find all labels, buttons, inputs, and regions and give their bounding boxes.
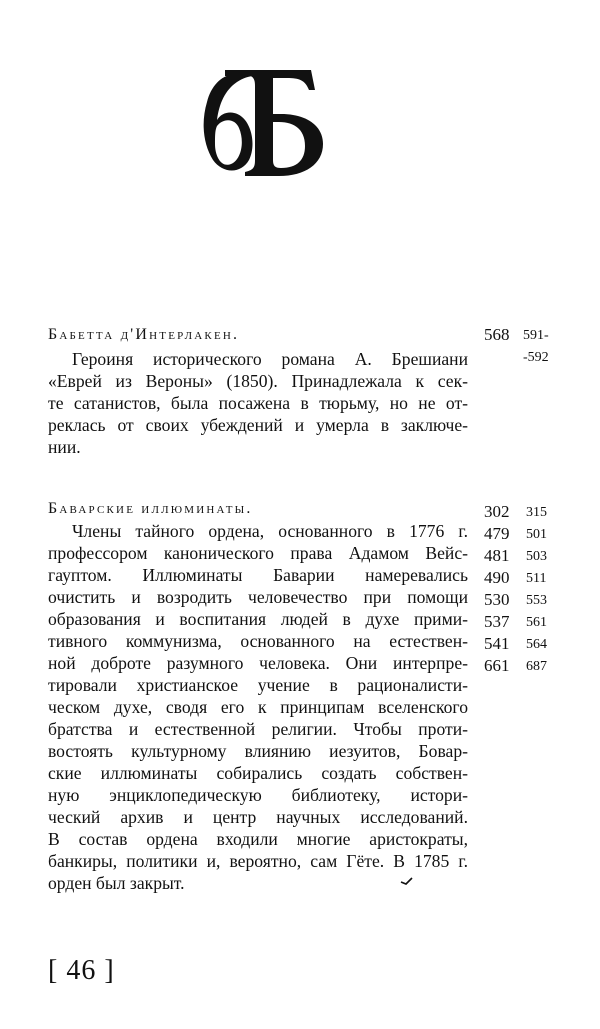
entry-line: гауптом. Иллюминаты Баварии намеревались: [48, 565, 468, 585]
entry-line: профессором канонического права Адамом Вейс-: [48, 543, 468, 563]
page-ref: 481: [484, 546, 510, 565]
entry-line: братства и естественной религии. Чтобы проти-: [48, 719, 468, 739]
entry-line: ские иллюминаты собирались создать собствен-: [48, 763, 468, 783]
entry-line: ную энциклопедическую библиотеку, истори-: [48, 785, 468, 805]
page-ref: 687: [526, 659, 547, 674]
entry-body-babetta: [48, 348, 468, 458]
entry-line: востоять культурному влиянию иезуитов, Бовар-: [48, 741, 468, 761]
page-ref: 511: [526, 571, 547, 586]
page-number: [ 46 ]: [48, 955, 115, 986]
entry-line: нии.: [48, 437, 81, 457]
entry-line: очистить и возродить человечество при помощи: [48, 587, 468, 607]
drop-cap-b-ornament: [193, 64, 328, 179]
entry-title-babetta: Бабетта д'Интерлакен.: [48, 326, 240, 343]
page-ref: 501: [526, 527, 547, 542]
page-ref: 503: [526, 549, 547, 564]
page-ref: -592: [523, 350, 549, 365]
entry-line: орден был закрыт.: [48, 873, 185, 893]
drop-cap-curl: [204, 71, 255, 170]
page-ref: 315: [526, 505, 547, 520]
page-ref: 541: [484, 634, 510, 653]
entry-line: ческий архив и центр научных исследований.: [48, 807, 468, 827]
page-ref: 479: [484, 524, 510, 543]
refs-primary-babetta: [484, 324, 510, 346]
entry-line: В состав ордена входили многие аристократы,: [48, 829, 468, 849]
page-ref: 564: [526, 637, 547, 652]
entry-line: те сатанистов, была посажена в тюрьму, но не от-: [48, 393, 468, 413]
entry-line: банкиры, политики и, вероятно, сам Гёте. В 1785 г.: [48, 851, 468, 871]
refs-primary-illuminati: [484, 501, 510, 677]
drop-cap-bar: [225, 70, 255, 76]
page-ref: 561: [526, 615, 547, 630]
entry-line: ческом духе, сводя его к принципам вселенского: [48, 697, 468, 717]
refs-secondary-illuminati: [526, 502, 547, 678]
entry-line: тивного коммунизма, основанного на естествен-: [48, 631, 468, 651]
page-ref: 537: [484, 612, 510, 631]
entry-title-illuminati: Баварские иллюминаты.: [48, 500, 253, 517]
entry-line: ной доброте разумного человека. Они интерпре-: [48, 653, 468, 673]
entry-body-illuminati: [48, 520, 468, 894]
entry-line: Героиня исторического романа А. Брешиани: [72, 349, 468, 369]
entry-line: «Еврей из Вероны» (1850). Принадлежала к сек-: [48, 371, 468, 391]
page-ref: 591-: [523, 328, 549, 343]
page-ref: 553: [526, 593, 547, 608]
page-ref: 490: [484, 568, 510, 587]
ink-mark: [400, 876, 414, 886]
entry-line: образования и воспитания людей в духе прими-: [48, 609, 468, 629]
page-ref: 302: [484, 502, 510, 521]
page-ref: 530: [484, 590, 510, 609]
refs-secondary-babetta: [523, 325, 549, 369]
entry-line: тировали христианское учение в рационалисти-: [48, 675, 468, 695]
entry-line: реклась от своих убеждений и умерла в заключе-: [48, 415, 468, 435]
page-ref: 568: [484, 325, 510, 344]
entry-line: Члены тайного ордена, основанного в 1776 г.: [72, 521, 468, 541]
drop-cap-main: [245, 70, 323, 176]
page-ref: 661: [484, 656, 510, 675]
